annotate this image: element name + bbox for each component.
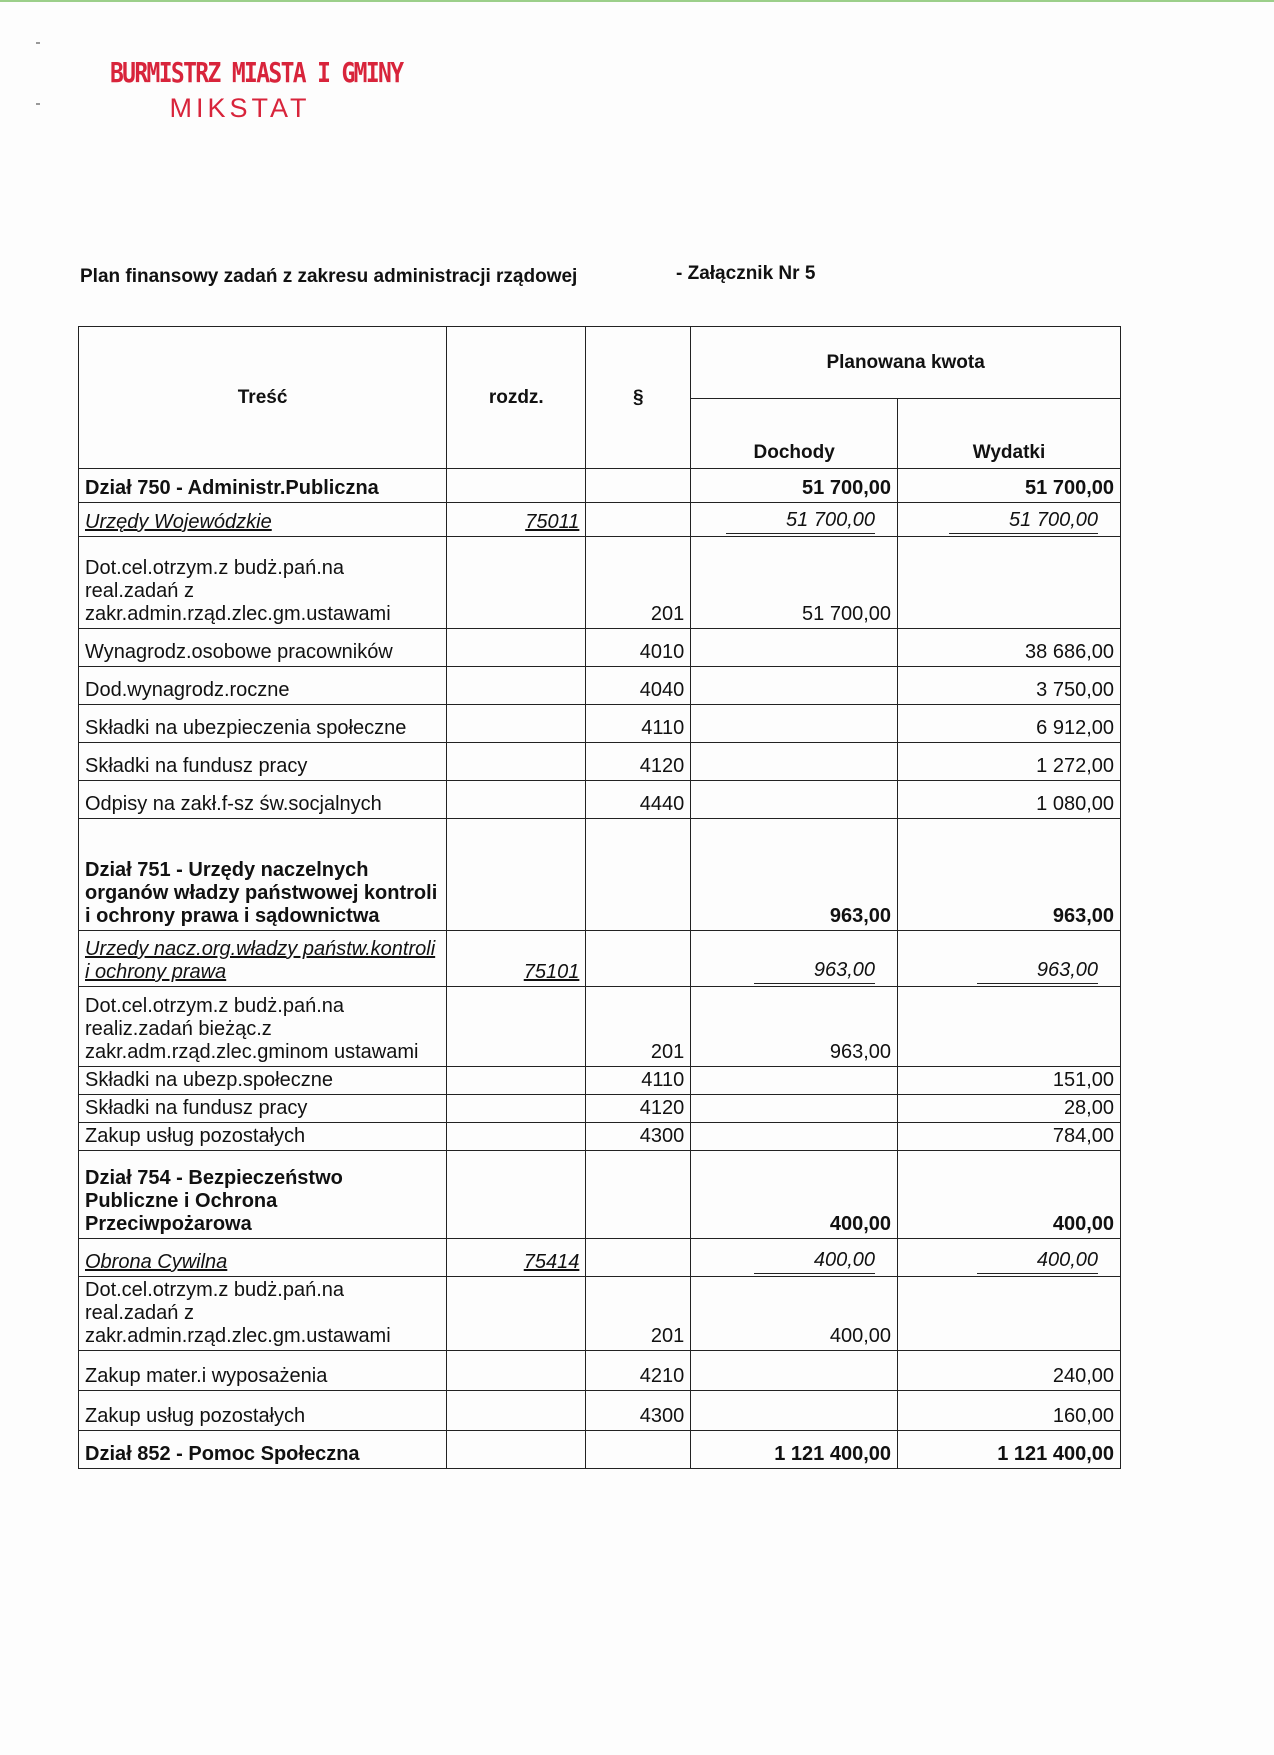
- cell-dochody: [691, 705, 898, 743]
- cell-dochody: [691, 931, 898, 987]
- cell-tresc: Dot.cel.otrzym.z budż.pań.na realiz.zadań bieżąc.z zakr.adm.rząd.zlec.gminom ustawami: [79, 987, 447, 1067]
- cell-paragraph: 4010: [586, 629, 691, 667]
- cell-paragraph: 4210: [586, 1351, 691, 1391]
- cell-wydatki: 6 912,00: [898, 705, 1121, 743]
- table-row: [79, 667, 1121, 705]
- cell-paragraph: 4110: [586, 1067, 691, 1095]
- cell-tresc: Dział 751 - Urzędy naczelnych organów władzy państwowej kontroli i ochrony prawa i sądownictwa: [79, 819, 447, 931]
- cell-dochody: [691, 1239, 898, 1277]
- cell-tresc: Składki na fundusz pracy: [79, 1095, 447, 1123]
- stamp-title: BURMISTRZ MIASTA I GMINY: [110, 56, 403, 89]
- cell-wydatki: 400,00: [898, 1151, 1121, 1239]
- cell-rozdz: [447, 1431, 586, 1469]
- cell-wydatki: 151,00: [898, 1067, 1121, 1095]
- cell-rozdz: [447, 705, 586, 743]
- cell-wydatki: 3 750,00: [898, 667, 1121, 705]
- dzial-row: [79, 1151, 1121, 1239]
- top-edge-line: [0, 0, 1274, 2]
- cell-dochody: 51 700,00: [691, 469, 898, 503]
- subtotal-value: 400,00: [977, 1249, 1098, 1274]
- rozdzial-row: [79, 1239, 1121, 1277]
- cell-dochody: [691, 1351, 898, 1391]
- table-row: [79, 1095, 1121, 1123]
- cell-rozdz: [447, 537, 586, 629]
- cell-rozdz: 75414: [447, 1239, 586, 1277]
- table-row: [79, 1391, 1121, 1431]
- cell-paragraph: 4120: [586, 1095, 691, 1123]
- stamp-town: MIKSTAT: [169, 93, 311, 123]
- table-row: [79, 781, 1121, 819]
- cell-tresc: Wynagrodz.osobowe pracowników: [79, 629, 447, 667]
- table-row: [79, 987, 1121, 1067]
- cell-wydatki: 1 121 400,00: [898, 1431, 1121, 1469]
- header-rozdz: rozdz.: [447, 327, 586, 469]
- table-row: [79, 537, 1121, 629]
- cell-wydatki: [898, 537, 1121, 629]
- table-row: [79, 743, 1121, 781]
- subtotal-value: 400,00: [754, 1249, 875, 1274]
- cell-rozdz: [447, 1277, 586, 1351]
- cell-wydatki: 160,00: [898, 1391, 1121, 1431]
- subtotal-value: 963,00: [977, 959, 1098, 984]
- header-tresc: Treść: [79, 327, 447, 469]
- cell-dochody: [691, 1095, 898, 1123]
- table-row: [79, 629, 1121, 667]
- financial-plan-table: [78, 326, 1121, 1469]
- cell-tresc: Dot.cel.otrzym.z budż.pań.na real.zadań z zakr.admin.rząd.zlec.gm.ustawami: [79, 537, 447, 629]
- stamp: [110, 56, 410, 124]
- cell-wydatki: 784,00: [898, 1123, 1121, 1151]
- cell-paragraph: [586, 503, 691, 537]
- cell-wydatki: [898, 1239, 1121, 1277]
- cell-paragraph: 4300: [586, 1123, 691, 1151]
- header-paragraph: §: [586, 327, 691, 469]
- cell-rozdz: [447, 1391, 586, 1431]
- cell-wydatki: [898, 503, 1121, 537]
- subtotal-value: 963,00: [754, 959, 875, 984]
- cell-dochody: [691, 503, 898, 537]
- table-row: [79, 705, 1121, 743]
- header-dochody: Dochody: [691, 399, 898, 469]
- cell-wydatki: [898, 1277, 1121, 1351]
- cell-tresc: Dod.wynagrodz.roczne: [79, 667, 447, 705]
- cell-rozdz: 75101: [447, 931, 586, 987]
- table-row: [79, 1123, 1121, 1151]
- cell-paragraph: [586, 1431, 691, 1469]
- dzial-row: [79, 1431, 1121, 1469]
- cell-wydatki: 38 686,00: [898, 629, 1121, 667]
- cell-paragraph: 201: [586, 1277, 691, 1351]
- cell-rozdz: [447, 781, 586, 819]
- cell-paragraph: 4040: [586, 667, 691, 705]
- cell-wydatki: 51 700,00: [898, 469, 1121, 503]
- cell-tresc: Składki na fundusz pracy: [79, 743, 447, 781]
- cell-paragraph: [586, 931, 691, 987]
- cell-dochody: [691, 667, 898, 705]
- cell-tresc: Obrona Cywilna: [79, 1239, 447, 1277]
- cell-dochody: [691, 1123, 898, 1151]
- cell-tresc: Odpisy na zakł.f-sz św.socjalnych: [79, 781, 447, 819]
- cell-wydatki: 963,00: [898, 819, 1121, 931]
- annex-label: - Załącznik Nr 5: [676, 263, 816, 284]
- cell-rozdz: [447, 987, 586, 1067]
- cell-paragraph: 201: [586, 537, 691, 629]
- scan-speck: [36, 42, 40, 44]
- cell-rozdz: [447, 819, 586, 931]
- dzial-row: [79, 819, 1121, 931]
- cell-tresc: Dział 852 - Pomoc Społeczna: [79, 1431, 447, 1469]
- cell-rozdz: [447, 629, 586, 667]
- scan-speck: [36, 103, 40, 105]
- cell-tresc: Składki na ubezpieczenia społeczne: [79, 705, 447, 743]
- cell-dochody: [691, 1391, 898, 1431]
- rozdzial-row: [79, 503, 1121, 537]
- cell-dochody: [691, 781, 898, 819]
- cell-paragraph: [586, 819, 691, 931]
- cell-paragraph: 4110: [586, 705, 691, 743]
- table-row: [79, 1067, 1121, 1095]
- cell-wydatki: 28,00: [898, 1095, 1121, 1123]
- document-heading: Plan finansowy zadań z zakresu administracji rządowej: [80, 266, 578, 287]
- cell-dochody: [691, 1067, 898, 1095]
- cell-dochody: 400,00: [691, 1151, 898, 1239]
- cell-rozdz: [447, 1095, 586, 1123]
- cell-wydatki: [898, 987, 1121, 1067]
- cell-wydatki: 240,00: [898, 1351, 1121, 1391]
- cell-tresc: Dział 750 - Administr.Publiczna: [79, 469, 447, 503]
- dzial-row: [79, 469, 1121, 503]
- table-row: [79, 1277, 1121, 1351]
- cell-paragraph: [586, 1151, 691, 1239]
- cell-dochody: [691, 629, 898, 667]
- subtotal-value: 51 700,00: [949, 509, 1098, 534]
- cell-paragraph: 201: [586, 987, 691, 1067]
- cell-rozdz: [447, 743, 586, 781]
- cell-dochody: 1 121 400,00: [691, 1431, 898, 1469]
- cell-rozdz: [447, 667, 586, 705]
- cell-rozdz: [447, 1151, 586, 1239]
- cell-dochody: 51 700,00: [691, 537, 898, 629]
- table-body: [79, 469, 1121, 1469]
- cell-tresc: Urzedy nacz.org.władzy państw.kontroli i ochrony prawa: [79, 931, 447, 987]
- cell-tresc: Urzędy Wojewódzkie: [79, 503, 447, 537]
- table-row: [79, 1351, 1121, 1391]
- cell-dochody: 400,00: [691, 1277, 898, 1351]
- cell-rozdz: [447, 1351, 586, 1391]
- cell-wydatki: 1 272,00: [898, 743, 1121, 781]
- cell-paragraph: 4440: [586, 781, 691, 819]
- cell-paragraph: [586, 1239, 691, 1277]
- cell-rozdz: 75011: [447, 503, 586, 537]
- cell-tresc: Składki na ubezp.społeczne: [79, 1067, 447, 1095]
- cell-rozdz: [447, 469, 586, 503]
- cell-dochody: 963,00: [691, 987, 898, 1067]
- cell-wydatki: 1 080,00: [898, 781, 1121, 819]
- cell-paragraph: 4300: [586, 1391, 691, 1431]
- cell-tresc: Zakup usług pozostałych: [79, 1391, 447, 1431]
- cell-tresc: Dział 754 - Bezpieczeństwo Publiczne i Ochrona Przeciwpożarowa: [79, 1151, 447, 1239]
- subtotal-value: 51 700,00: [726, 509, 875, 534]
- cell-tresc: Zakup mater.i wyposażenia: [79, 1351, 447, 1391]
- rozdzial-row: [79, 931, 1121, 987]
- cell-tresc: Zakup usług pozostałych: [79, 1123, 447, 1151]
- cell-paragraph: [586, 469, 691, 503]
- cell-wydatki: [898, 931, 1121, 987]
- cell-rozdz: [447, 1067, 586, 1095]
- cell-tresc: Dot.cel.otrzym.z budż.pań.na real.zadań z zakr.admin.rząd.zlec.gm.ustawami: [79, 1277, 447, 1351]
- cell-rozdz: [447, 1123, 586, 1151]
- cell-dochody: 963,00: [691, 819, 898, 931]
- header-wydatki: Wydatki: [898, 399, 1121, 469]
- cell-paragraph: 4120: [586, 743, 691, 781]
- cell-dochody: [691, 743, 898, 781]
- header-planowana-kwota: Planowana kwota: [691, 327, 1121, 399]
